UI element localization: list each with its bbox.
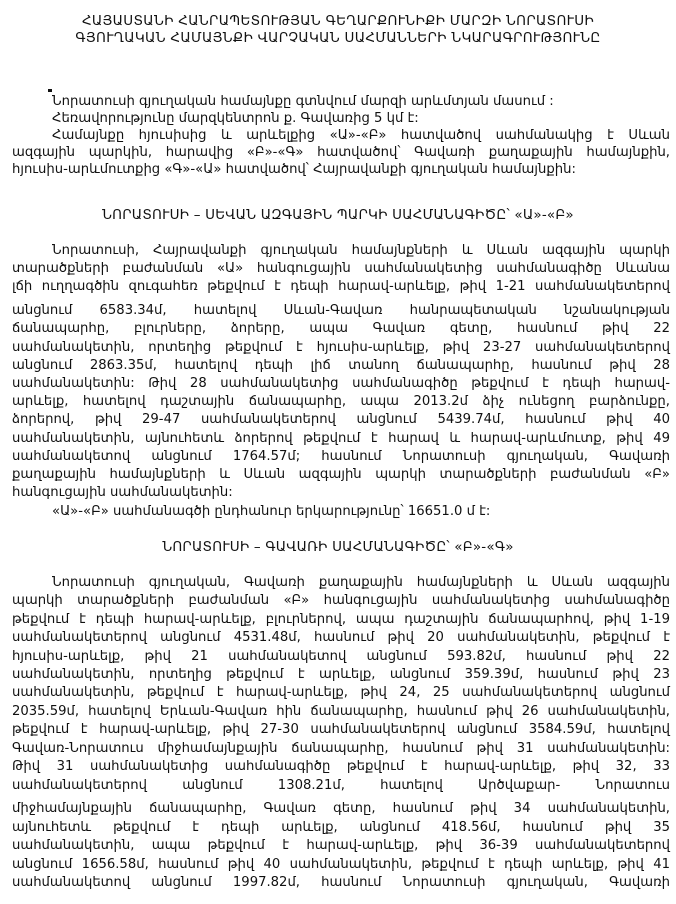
- text-line: սահմանակետին, ապա թեքվում է հարավ-արևելք, թիվ 36-39 սահմանակետերով: [12, 838, 670, 853]
- text-line: թեքվում է հարավ-արևելք, թիվ 27-30 սահմանակետերով անցնում 3584.59մ, հատելով: [12, 722, 670, 737]
- text-line: լճի ուղղագծին զուգահեռ թեքվում է դեպի հարավ-արևելք, թիվ 1-21 սահմանակետերով: [12, 279, 670, 294]
- text-line: թեքվում է դեպի հարավ-արևելք, բլուրներով, ապա դաշտային ճանապարհով, թիվ 1-19: [12, 612, 670, 627]
- document-title: [0, 13, 676, 47]
- title-line-2: ԳՅՈՒՂԱԿԱՆ ՀԱՄԱՅՆՔԻ ՎԱՐՉԱԿԱՆ ՍԱՀՄԱՆՆԵՐԻ ՆԿԱՐԱԳՐՈՒԹՅՈՒՆԸ: [75, 30, 601, 46]
- text-line: Թիվ 31 սահմանակետից սահմանագիծը թեքվում է հարավ-արևելք, թիվ 32, 33: [12, 759, 670, 774]
- text-line: քաղաքային համայնքների և Սևան ազգային պարկի տարածքների բաժանման «Բ»: [12, 467, 670, 482]
- section1-total: «Ա»-«Բ» սահմանագծի ընդհանուր երկարությունը՝ 16651.0 մ է:: [52, 504, 491, 519]
- text-line: ձորերով, թիվ 29-47 սահմանակետերով անցնում 5439.74մ, հասնում թիվ 40: [12, 412, 670, 427]
- text-line: Նորատուսի, Հայրավանքի գյուղական համայնքների և Սևան ազգային պարկի: [52, 243, 670, 258]
- text-line: Հեռավորությունը մարզկենտրոն ք. Գավառից 5 կմ է:: [52, 111, 419, 126]
- text-line: ճանապարհը, բլուրները, ձորերը, ապա Գավառ գետը, հասնում թիվ 22: [12, 321, 670, 336]
- title-line-1: ՀԱՅԱՍՏԱՆԻ ՀԱՆՐԱՊԵՏՈՒԹՅԱՆ ԳԵՂԱՐՔՈՒՆԻՔԻ ՄԱՐԶԻ ՆՈՐԱՏՈՒՍԻ: [81, 13, 595, 29]
- text-line: տարածքների բաժանման «Ա» հանգուցային սահմանակետից սահմանագիծը Սևանա: [12, 261, 670, 276]
- text-line: այնուհետև թեքվում է դեպի արևելք, անցնում 418.56մ, հասնում թիվ 35: [12, 820, 670, 835]
- text-line: արևելք, հատելով դաշտային ճանապարհը, ապա 2013.2մ ձիչ ունեցող բարձունքը,: [12, 394, 670, 409]
- text-line: ազգային պարկին, հարավից «Բ»-«Գ» հատվածով՝ Գավառի քաղաքային համայնքին,: [12, 145, 670, 160]
- text-line: հյուսիս-արևելք, թիվ 21 սահմանակետով անցնում 593.82մ, հասնում թիվ 22: [12, 649, 670, 664]
- text-line: անցնում 6583.34մ, հատելով Սևան-Գավառ հանրապետական նշանակության: [12, 303, 670, 318]
- text-line: սահմանակետով անցնում 1997.82մ, հասնում Նորատուսի գյուղական, Գավառի: [12, 875, 670, 890]
- text-line: սահմանակետին, որտեղից թեքվում է արևելք, անցնում 359.39մ, հասնում թիվ 23: [12, 667, 670, 682]
- text-line: անցնում 2863.35մ, հատելով դեպի լիճ տանող ճանապարհը, հասնում թիվ 28: [12, 358, 670, 373]
- text-line: անցնում 1656.58մ, հասնում թիվ 40 սահմանակետին, թեքվում է դեպի արևելք, թիվ 41: [12, 857, 670, 872]
- text-line: սահմանակետին, այնուհետև ձորերով թեքվում է հարավ և հարավ-արևմուտք, թիվ 49: [12, 431, 670, 446]
- text-line: սահմանակետին: Թիվ 28 սահմանակետից սահմանագիծը թեքվում է դեպի հարավ-: [12, 376, 670, 391]
- text-line: պարկի տարածքների բաժանման «Բ» հանգուցային սահմանակետից սահմանագիծը: [12, 593, 670, 608]
- text-line: հյուսիս-արևմուտքից «Գ»-«Ա» հատվածով՝ Հայրավանքի գյուղական համայնքին:: [12, 162, 576, 177]
- scan-mark: [48, 89, 52, 92]
- section-heading: ՆՈՐԱՏՈՒՍԻ – ԳԱՎԱՌԻ ՍԱՀՄԱՆԱԳԻԾԸ՝ «Բ»-«Գ»: [162, 539, 514, 555]
- text-line: հանգուցային սահմանակետին:: [12, 485, 233, 500]
- section-heading: ՆՈՐԱՏՈՒՍԻ – ՍԵՎԱՆ ԱԶԳԱՅԻՆ ՊԱՐԿԻ ՍԱՀՄԱՆԱԳԻԾԸ՝ «Ա»-«Բ»: [102, 207, 574, 223]
- text-line: սահմանակետերով անցնում 1308.21մ, հատելով Արծվաքար- Նորատուս: [12, 778, 670, 793]
- text-line: սահմանակետին, թեքվում է հարավ-արևելք, թիվ 24, 25 սահմանակետերով անցնում: [12, 685, 670, 700]
- text-line: Նորատուսի գյուղական համայնքը գտնվում մարզի արևմտյան մասում :: [52, 94, 554, 109]
- text-line: միջհամայնքային ճանապարհը, Գավառ գետը, հասնում թիվ 34 սահմանակետին,: [12, 801, 670, 816]
- text-line: սահմանակետով անցնում 1764.57մ; հասնում Նորատուսի գյուղական, Գավառի: [12, 449, 670, 464]
- text-line: սահմանակետերով անցնում 4531.48մ, հասնում թիվ 20 սահմանակետին, թեքվում է: [12, 630, 670, 645]
- text-line: Համայնքը հյուսիսից և արևելքից «Ա»-«Բ» հատվածով սահմանակից է Սևան: [52, 128, 670, 143]
- text-line: սահմանակետին, որտեղից թեքվում է հյուսիս-արևելք, թիվ 23-27 սահմանակետերով: [12, 340, 670, 355]
- text-line: 2035.59մ, հատելով Երևան-Գավառ հին ճանապարհը, հասնում թիվ 26 սահմանակետին,: [12, 704, 670, 719]
- text-line: Նորատուսի գյուղական, Գավառի քաղաքային համայնքների և Սևան ազգային: [52, 575, 670, 590]
- text-line: Գավառ-Նորատուս միջհամայնքային ճանապարհը, հասնում թիվ 31 սահմանակետին:: [12, 741, 670, 756]
